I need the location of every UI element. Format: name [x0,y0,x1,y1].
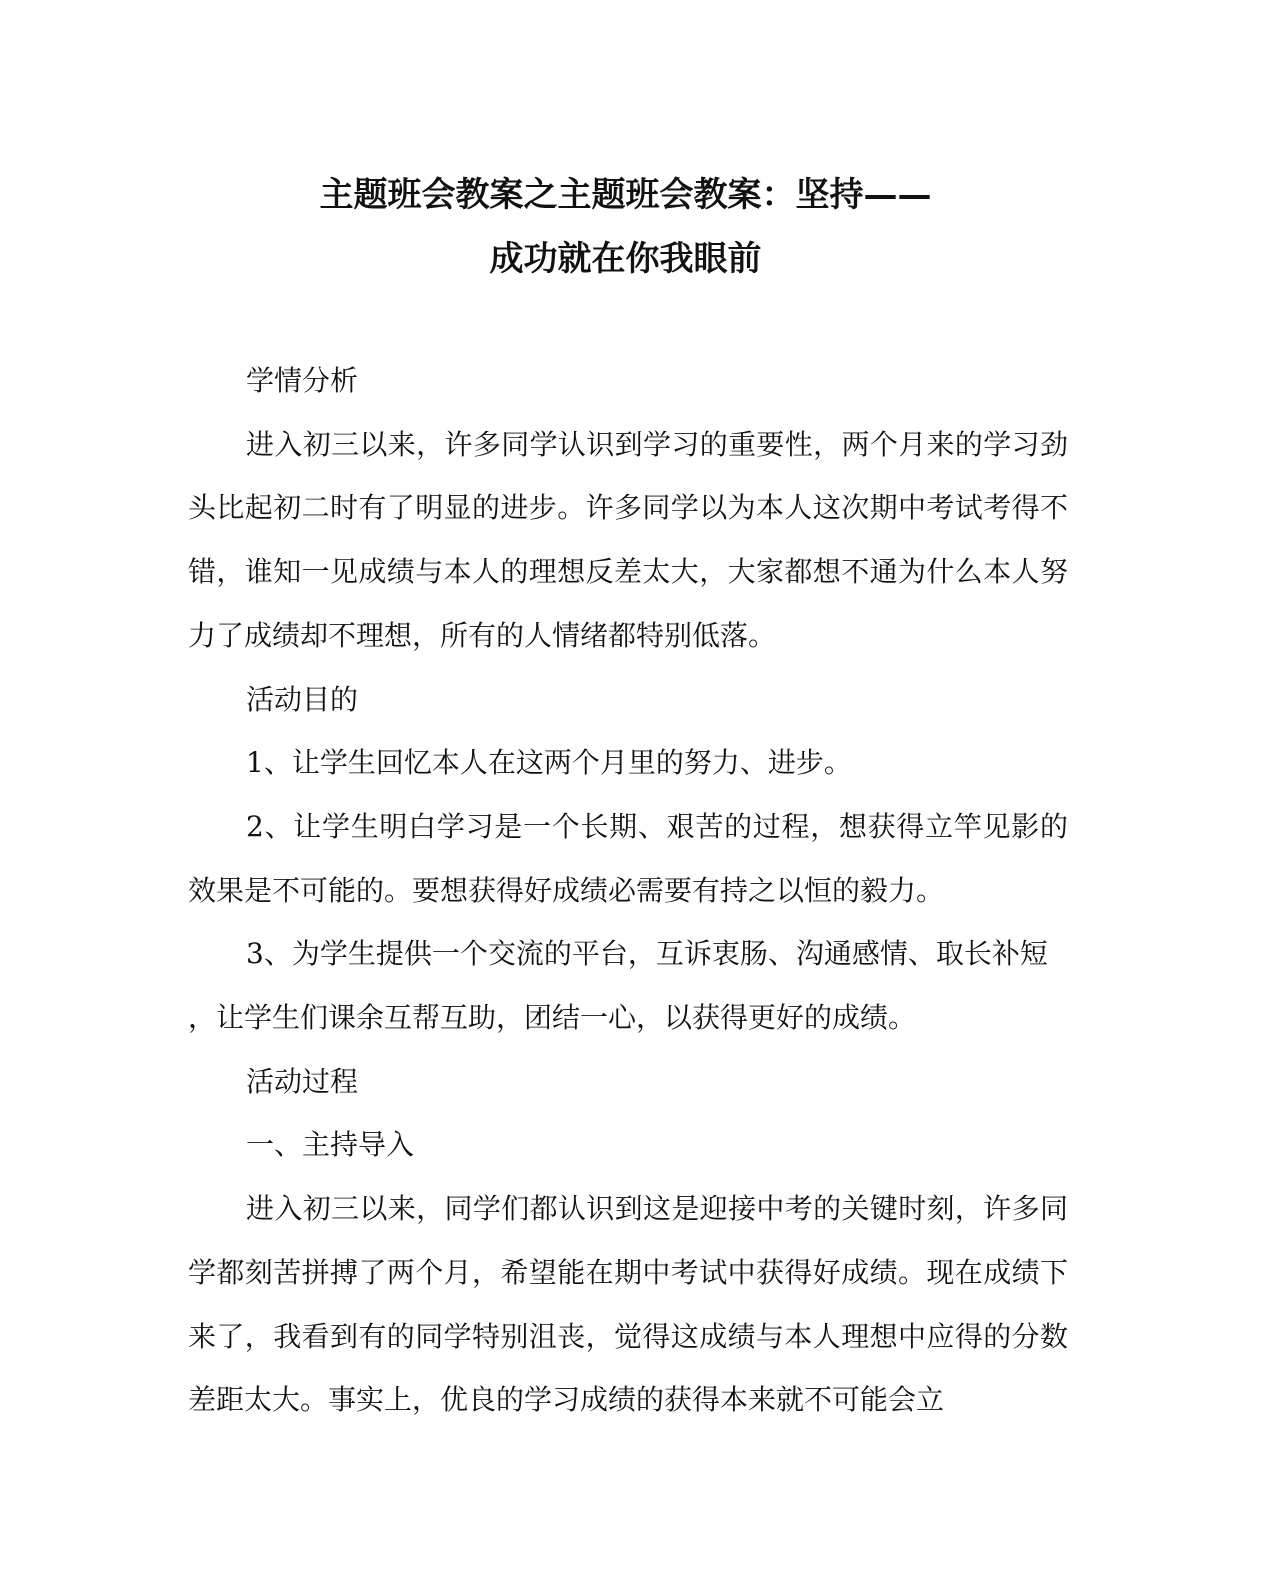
section-heading-analysis: 学情分析 [246,364,359,397]
paragraph-intro: 进入初三以来，同学们都认识到这是迎接中考的关键时刻，许多同学都刻苦拼搏了两个月，希望能在期中考试中获得好成绩。现在成绩下来了，我看到有的同学特别沮丧，觉得这成绩与本人理想中应得的分数差距太大。事实上，优良的学习成绩的获得本来就不可能会立 [188,1192,1068,1417]
document-title-line-2: 成功就在你我眼前 [489,239,762,279]
purpose-item-3: 3、为学生提供一个交流的平台，互诉衷肠、沟通感情、取长补短 [246,937,1048,971]
document-body [188,349,1068,1432]
purpose-item-3-continued: ，让学生们课余互帮互助，团结一心，以获得更好的成绩。 [188,1001,917,1035]
section-heading-purpose: 活动目的 [246,682,359,716]
purpose-item-1: 1、让学生回忆本人在这两个月里的努力、进步。 [246,746,852,780]
subsection-heading-intro: 一、主持导入 [246,1128,415,1162]
document-title-line-1: 主题班会教案之主题班会教案：坚持—— [319,175,932,215]
paragraph-analysis: 进入初三以来，许多同学认识到学习的重要性，两个月来的学习劲头比起初二时有了明显的进步。许多同学以为本人这次期中考试考得不错，谁知一见成绩与本人的理想反差太大，大家都想不通为什么本人努力了成绩却不理想，所有的人情绪都特别低落。 [188,427,1068,652]
purpose-item-2: 2、让学生明白学习是一个长期、艰苦的过程，想获得立竿见影的效果是不可能的。要想获得好成绩必需要有持之以恒的毅力。 [188,809,1068,907]
section-heading-process: 活动过程 [246,1064,359,1098]
